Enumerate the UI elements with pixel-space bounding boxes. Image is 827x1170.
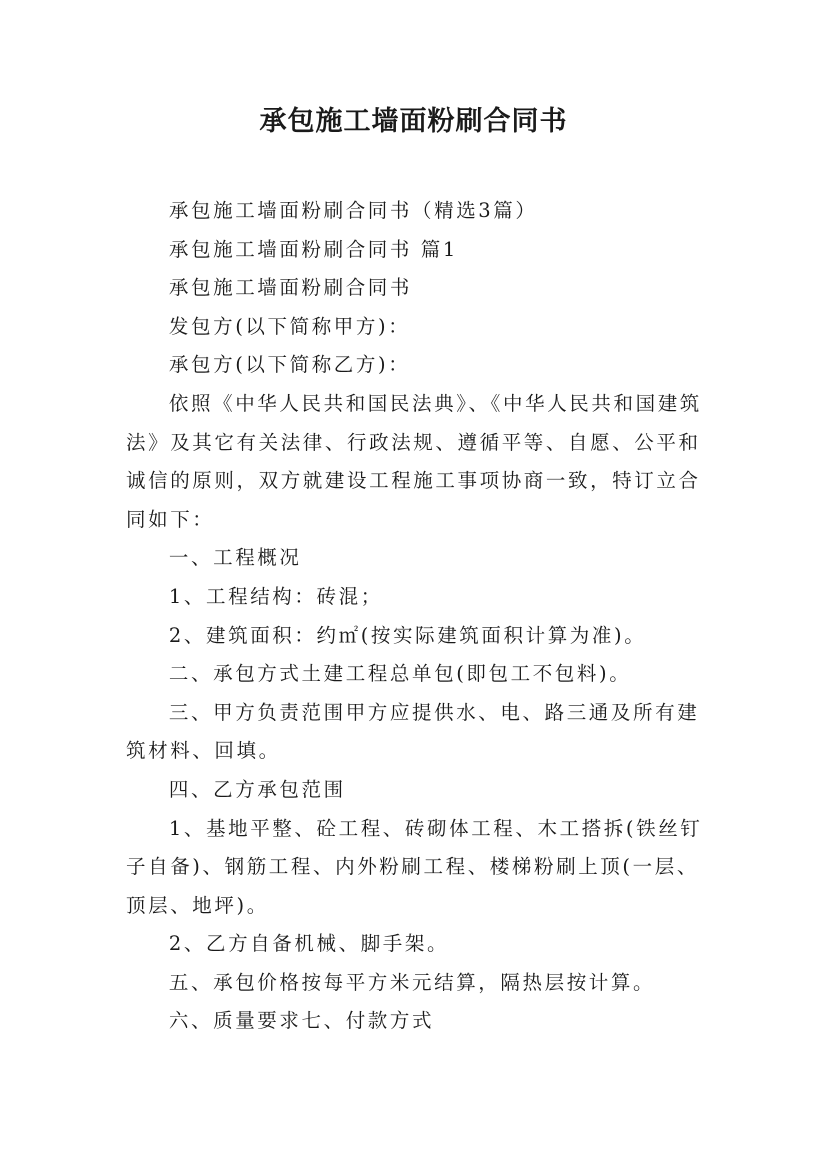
paragraph-collection-heading: 承包施工墙面粉刷合同书（精选3篇）	[168, 199, 538, 222]
paragraph-scope-item-2: 2、乙方自备机械、脚手架。	[168, 932, 450, 956]
document-title: 承包施工墙面粉刷合同书	[259, 106, 568, 137]
paragraph-preamble: 依照《中华人民共和国民法典》、《中华人民共和国建筑法》及其它有关法律、行政法规、遵循平等、自愿、公平和诚信的原则，双方就建设工程施工事项协商一致，特订立合同如下：	[126, 391, 702, 531]
paragraph-scope-item-1: 1、基地平整、砼工程、砖砌体工程、木工搭拆(铁丝钉子自备)、钢筋工程、内外粉刷工程、楼梯粉刷上顶(一层、顶层、地坪)。	[126, 816, 703, 917]
paragraph-contract-name: 承包施工墙面粉刷合同书	[168, 276, 412, 300]
paragraph-party-b: 承包方(以下简称乙方)：	[168, 353, 411, 377]
paragraph-section-5: 五、承包价格按每平方米元结算，隔热层按计算。	[168, 970, 656, 994]
paragraph-structure: 1、工程结构：砖混；	[168, 584, 383, 608]
paragraph-section-1-heading: 一、工程概况	[168, 546, 302, 570]
document-body	[126, 192, 714, 1041]
paragraph-section-6-7: 六、质量要求七、付款方式	[168, 1009, 435, 1033]
paragraph-section-3: 三、甲方负责范围甲方应提供水、电、路三通及所有建筑材料、回填。	[126, 700, 700, 763]
paragraph-section-4-heading: 四、乙方承包范围	[168, 777, 346, 801]
paragraph-party-a: 发包方(以下简称甲方)：	[168, 314, 411, 338]
paragraph-area: 2、建筑面积：约㎡(按实际建筑面积计算为准)。	[168, 623, 647, 647]
paragraph-section-2: 二、承包方式土建工程总单包(即包工不包料)。	[168, 662, 632, 686]
paragraph-article-label: 承包施工墙面粉刷合同书 篇1	[168, 237, 458, 261]
